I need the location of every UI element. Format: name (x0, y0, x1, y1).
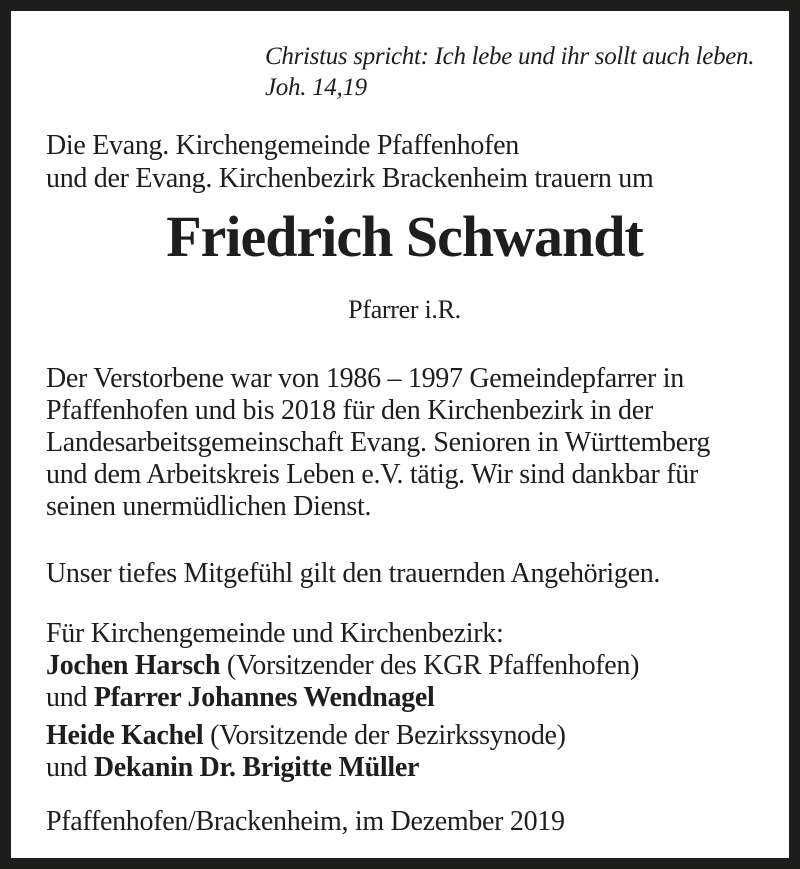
signatory-2-name: Heide Kachel (46, 720, 204, 751)
condolence-line: Unser tiefes Mitgefühl gilt den trauernden Angehörigen. (46, 558, 661, 589)
signature-heading: Für Kirchengemeinde und Kirchenbezirk: (46, 618, 504, 649)
body-line-3: Landesarbeitsgemeinschaft Evang. Senioren in Württemberg (46, 427, 711, 458)
scripture-quote (265, 41, 763, 103)
signature-1-line-1 (46, 650, 763, 682)
signatory-2-prefix: und (46, 752, 94, 783)
body-line-4: und dem Arbeitskreis Leben e.V. tätig. Wir sind dankbar für (46, 459, 698, 490)
obituary-content (11, 41, 789, 838)
signature-block-2 (46, 720, 763, 784)
body-line-2: Pfaffenhofen und bis 2018 für den Kirchenbezirk in der (46, 395, 653, 426)
intro-line-2: und der Evang. Kirchenbezirk Brackenheim trauern um (46, 163, 654, 194)
signature-block-1 (46, 618, 763, 714)
body-line-5: seinen unermüdlichen Dienst. (46, 491, 372, 522)
obituary-body (46, 363, 763, 523)
signature-2-line-1 (46, 720, 763, 752)
deceased-name: Friedrich Schwandt (166, 204, 643, 269)
body-line-1: Der Verstorbene war von 1986 – 1997 Gemeindepfarrer in (46, 363, 684, 394)
intro-line-1: Die Evang. Kirchengemeinde Pfaffenhofen (46, 130, 519, 161)
dateline: Pfaffenhofen/Brackenheim, im Dezember 2019 (46, 806, 565, 837)
signatory-2-role: (Vorsitzende der Bezirkssynode) (203, 720, 566, 751)
intro-paragraph (46, 129, 763, 195)
signatory-1-prefix: und (46, 682, 94, 713)
signatory-1-second-name: Pfarrer Johannes Wendnagel (93, 682, 435, 713)
scripture-quote-text: Christus spricht: Ich lebe und ihr sollt auch leben. (265, 43, 755, 70)
scripture-reference: Joh. 14,19 (265, 74, 367, 101)
deceased-title: Pfarrer i.R. (348, 295, 461, 324)
signature-1-line-2 (46, 682, 763, 714)
signatory-2-second-name: Dekanin Dr. Brigitte Müller (93, 752, 420, 783)
signatory-1-name: Jochen Harsch (46, 650, 221, 681)
signatory-1-role: (Vorsitzender des KGR Pfaffenhofen) (220, 650, 640, 681)
signature-2-line-2 (46, 752, 763, 784)
